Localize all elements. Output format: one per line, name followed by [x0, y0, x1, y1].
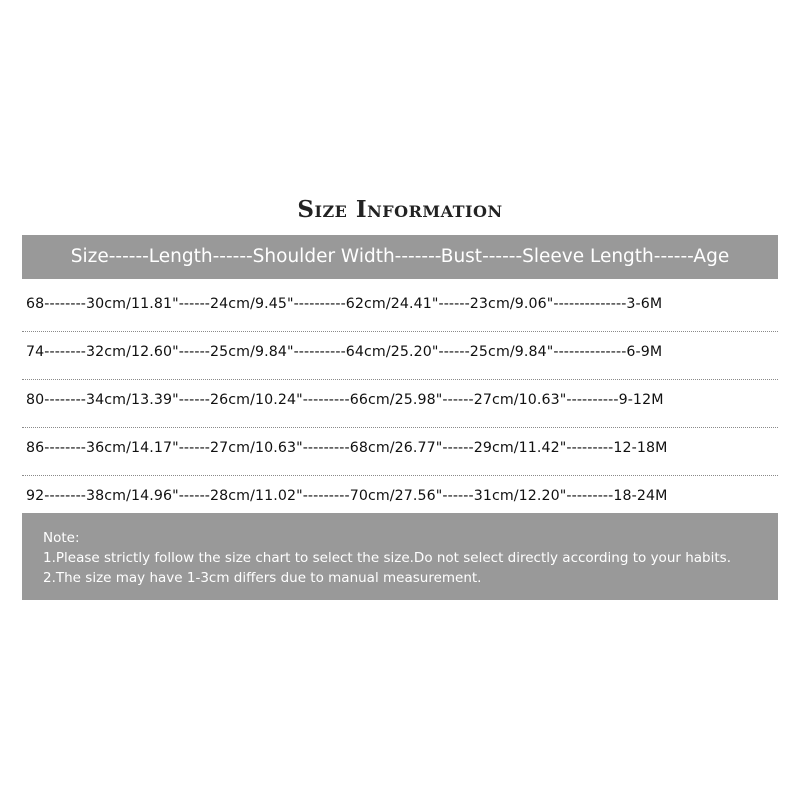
note-box — [22, 513, 778, 600]
row-text: 74--------32cm/12.60"------25cm/9.84"----------64cm/25.20"------25cm/9.84"--------------6-9M — [26, 344, 663, 360]
row-text: 92--------38cm/14.96"------28cm/11.02"---------70cm/27.56"------31cm/12.20"---------18-24M — [26, 488, 668, 504]
table-row — [22, 380, 778, 428]
table-row — [22, 428, 778, 476]
row-text: 68--------30cm/11.81"------24cm/9.45"----------62cm/24.41"------23cm/9.06"--------------3-6M — [26, 296, 663, 312]
note-line-1: 1.Please strictly follow the size chart to select the size.Do not select directly according to your habits. — [43, 550, 731, 566]
table-row — [22, 332, 778, 380]
page-title: Size Information — [297, 196, 503, 223]
table-header: Size------Length------Shoulder Width-------Bust------Sleeve Length------Age — [22, 235, 778, 279]
row-text: 80--------34cm/13.39"------26cm/10.24"---------66cm/25.98"------27cm/10.63"----------9-12M — [26, 392, 664, 408]
size-table — [22, 284, 778, 524]
row-text: 86--------36cm/14.17"------27cm/10.63"---------68cm/26.77"------29cm/11.42"---------12-18M — [26, 440, 668, 456]
note-heading: Note: — [43, 530, 80, 546]
note-line-2: 2.The size may have 1-3cm differs due to manual measurement. — [43, 570, 482, 586]
table-row — [22, 284, 778, 332]
